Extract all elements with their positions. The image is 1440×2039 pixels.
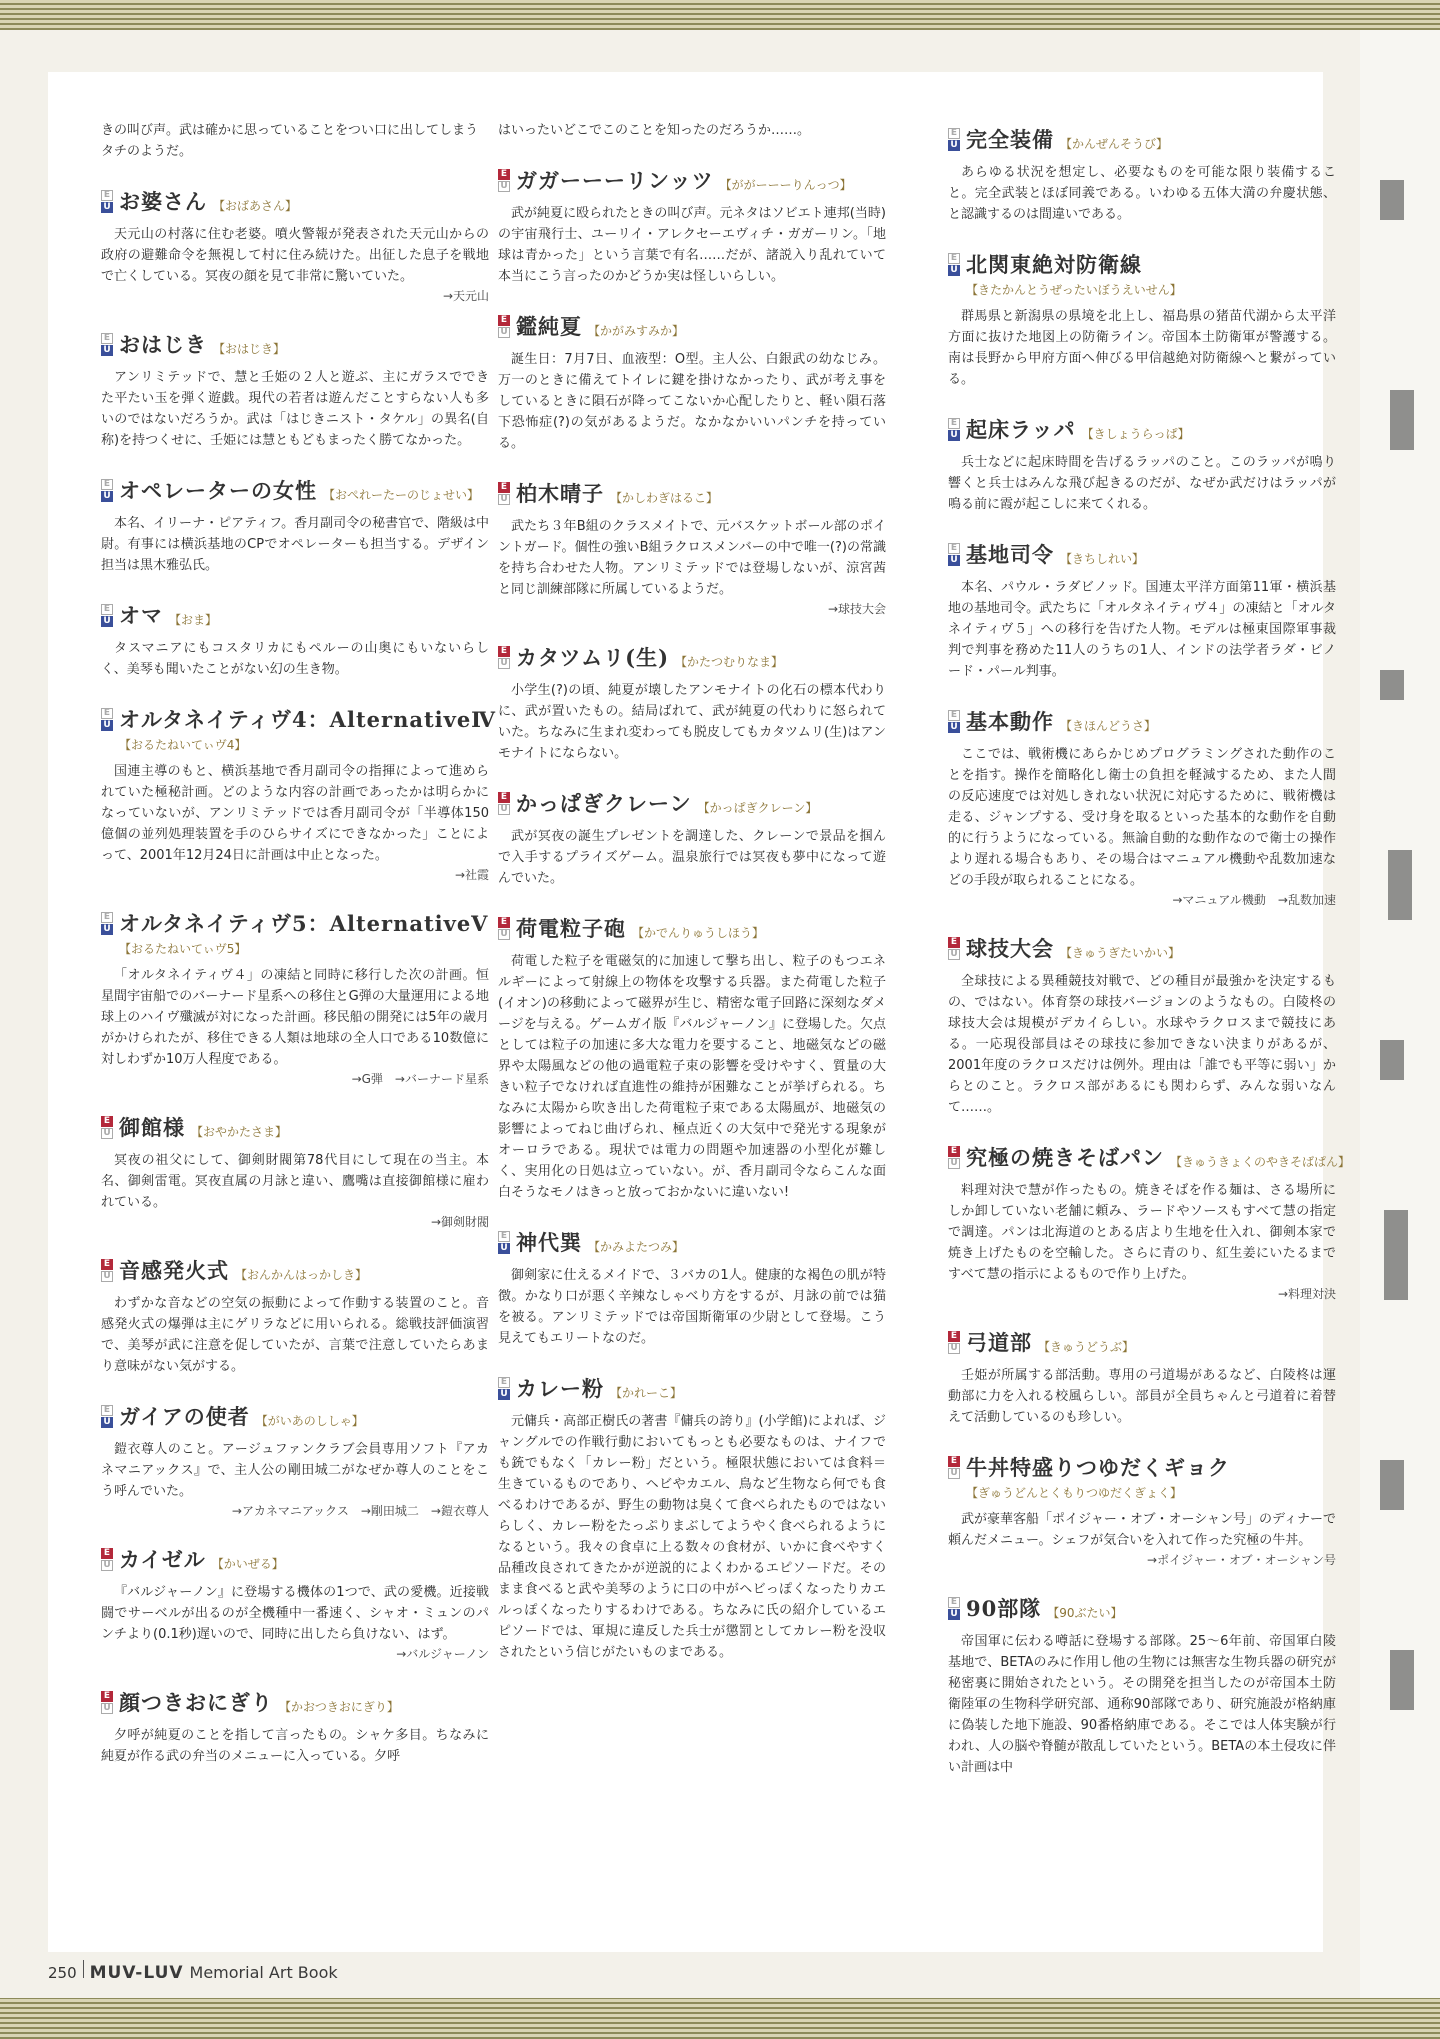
- entry-title: 球技大会: [966, 936, 1054, 961]
- entry-reading: 【おるたねいてぃヴ5】: [119, 942, 247, 956]
- entry-title: オルタネイティヴ4：AlternativeⅣ: [119, 707, 497, 732]
- extra-marker-icon: E: [498, 917, 510, 928]
- entry-body: 武が豪華客船「ポイジャー・オブ・オーシャン号」のディナーで頼んだメニュー。シェフが気合いを入れて作った究極の牛丼。: [948, 1512, 1336, 1548]
- entry-title: 荷電粒子砲: [516, 916, 626, 941]
- entry-title: ガガーーーリンッツ: [516, 168, 714, 193]
- extra-marker-icon: E: [101, 1259, 113, 1270]
- entry-title: 究極の焼きそばパン: [966, 1145, 1164, 1170]
- entry-title: 弓道部: [966, 1330, 1032, 1355]
- entry-title: カイゼル: [119, 1547, 206, 1572]
- glossary-entry: [948, 1327, 1336, 1428]
- entry-heading: [948, 1142, 1351, 1172]
- entry-title: おはじき: [119, 332, 207, 357]
- entry-heading: [498, 478, 886, 508]
- continued-text: はいったいどこでこのことを知ったのだろうか……。: [498, 123, 811, 138]
- glossary-entry: [948, 933, 1336, 1118]
- glossary-entry: [498, 478, 886, 618]
- entry-title: 鑑純夏: [516, 314, 582, 339]
- entry-reading: 【がいあのししゃ】: [255, 1414, 364, 1428]
- entry-body: 壬姫が所属する部活動。専用の弓道場があるなど、白陵柊は運動部に力を入れる校風らしい。部員が全員ちゃんと弓道着に着替えて活動しているのも珍しい。: [948, 1368, 1336, 1425]
- entry-heading: [101, 600, 489, 630]
- entry-cross-reference: →G弾 →バーナード星系: [351, 1072, 489, 1086]
- entry-heading: [101, 1401, 489, 1431]
- entry-body: 誕生日：7月7日、血液型：O型。主人公、白銀武の幼なじみ。万一のときに備えてトイレに鍵を掛けなかったり、武が考え事をしているときに隕石が降ってこないか心配したりと、軽い隕石落下恐怖症(?)の気があるようだ。なかなかいいパンチを持っている。: [498, 352, 886, 451]
- entry-title: 完全装備: [966, 127, 1054, 152]
- edition-marker-icon: [948, 936, 960, 960]
- footer-divider: [83, 1960, 84, 1978]
- unlimited-marker-icon: U: [498, 1389, 510, 1400]
- unlimited-marker-icon: U: [101, 345, 113, 356]
- entry-reading: 【おるたねいてぃヴ4】: [119, 738, 247, 752]
- entry-reading: 【きゅうどうぶ】: [1038, 1340, 1135, 1354]
- footer-book-subtitle: Memorial Art Book: [189, 1963, 338, 1982]
- edition-marker-icon: [101, 1404, 113, 1428]
- edition-marker-icon: [101, 1690, 113, 1714]
- entry-reading: 【かたつむりなま】: [675, 655, 784, 669]
- edition-marker-icon: [498, 1376, 510, 1400]
- entry-reading: 【おんかんはっかしき】: [235, 1268, 368, 1282]
- edition-marker-icon: [948, 1596, 960, 1620]
- unlimited-marker-icon: U: [948, 1343, 960, 1354]
- edition-marker-icon: [101, 478, 113, 502]
- glossary-entry: [498, 913, 886, 1203]
- entry-heading: [101, 908, 489, 938]
- unlimited-marker-icon: U: [948, 265, 960, 276]
- unlimited-marker-icon: U: [948, 1158, 960, 1169]
- glossary-entry: [101, 908, 489, 1088]
- entry-title: お婆さん: [119, 189, 207, 214]
- edition-marker-icon: [498, 314, 510, 338]
- extra-marker-icon: E: [948, 937, 960, 948]
- entry-title: オマ: [119, 603, 163, 628]
- entry-title: ガイアの使者: [119, 1404, 250, 1429]
- unlimited-marker-icon: U: [498, 658, 510, 669]
- edition-marker-icon: [948, 127, 960, 151]
- entry-heading: [101, 704, 497, 734]
- entry-body: 兵士などに起床時間を告げるラッパのこと。このラッパが鳴り響くと兵士はみんな飛び起きるのだが、なぜか武だけはラッパが鳴る前に霞が起こしに来てくれる。: [948, 455, 1336, 512]
- glossary-entry: [948, 124, 1336, 225]
- extra-marker-icon: E: [948, 253, 960, 264]
- entry-body: 武たち３年B組のクラスメイトで、元バスケットボール部のポイントガード。個性の強いB組ラクロスメンバーの中で唯一(?)の常識を持ち合わせた人物。アンリミテッドでは登場しないが、涼宮茜と同じ訓練部隊に所属しているようだ。: [498, 519, 886, 597]
- extra-marker-icon: E: [498, 315, 510, 326]
- entry-body: 国連主導のもと、横浜基地で香月副司令の指揮によって進められていた極秘計画。どのような内容の計画であったかは明らかになっていないが、アンリミテッドでは香月副司令が「半導体150億個の並列処理装置を手のひらサイズにできなかった」ことによって、2001年12月24日に計画は中止となった。: [101, 764, 489, 863]
- entry-title: 御館様: [119, 1115, 185, 1140]
- entry-heading: [498, 642, 886, 672]
- entry-reading: 【かっぱぎクレーン】: [697, 801, 818, 815]
- entry-body: 全球技による異種競技対戦で、どの種目が最強かを決定するもの、ではない。体育祭の球技バージョンのようなもの。白陵柊の球技大会は規模がデカイらしい。水球やラクロスまで競技にある。一応現役部員はその球技に参加できない決まりがあるが、2001年度のラクロスだけは例外。理由は「誰でも平等に弱い」からとのこと。ラクロス部があるにも関わらず、みんな弱いなんて……。: [948, 974, 1336, 1115]
- entry-reading: 【かしわぎはるこ】: [610, 491, 719, 505]
- edition-marker-icon: [948, 1455, 960, 1479]
- entry-heading: [948, 706, 1336, 736]
- unlimited-marker-icon: U: [101, 720, 113, 731]
- entry-reading: 【きほんどうさ】: [1060, 719, 1157, 733]
- entry-body: 荷電した粒子を電磁気的に加速して撃ち出し、粒子のもつエネルギーによって射線上の物体を攻撃する兵器。また荷電した粒子(イオン)の移動によって磁界が生じ、精密な電子回路に深刻なダメージを与える。ゲームガイ版『バルジャーノン』に登場した。欠点としては粒子の加速に多大な電力を要すること、地磁気などの磁界や太陽風などの他の過電粒子束の影響を受けやすく、質量の大きい粒子でなければ直進性の維持が困難なことが挙げられる。ちなみに太陽から吹き出した荷電粒子束である太陽風が、地磁気の影響によってねじ曲げられ、極点近くの大気中で発光する現象がオーロラである。現状では電力の問題や加速器の小型化が難しく、実用化の日処は立っていない。が、香月副司令ならこんな面白そうなモノはきっと放っておかないに違いない!: [498, 954, 886, 1200]
- footer-book-title: MUV-LUV: [89, 1963, 184, 1983]
- page-sheet: [48, 72, 1351, 1952]
- entry-heading: [948, 1327, 1336, 1357]
- glossary-entry: [948, 1593, 1336, 1778]
- entry-heading: [101, 1255, 489, 1285]
- glossary-entry: [101, 329, 489, 451]
- entry-heading: [948, 933, 1336, 963]
- entry-reading: 【おはじき】: [213, 342, 286, 356]
- entry-title: 神代巽: [516, 1230, 582, 1255]
- unlimited-marker-icon: U: [498, 804, 510, 815]
- entry-cross-reference: →社霞: [454, 868, 489, 882]
- unlimited-marker-icon: U: [101, 1128, 113, 1139]
- entry-heading: [101, 1112, 489, 1142]
- entry-heading: [101, 186, 489, 216]
- entry-cross-reference: →御剣財閥: [430, 1215, 489, 1229]
- extra-marker-icon: E: [101, 1116, 113, 1127]
- edition-marker-icon: [948, 709, 960, 733]
- edition-marker-icon: [498, 168, 510, 192]
- entry-cross-reference: →料理対決: [1277, 1287, 1336, 1301]
- extra-marker-icon: E: [948, 418, 960, 429]
- entry-heading: [101, 475, 489, 505]
- extra-marker-icon: E: [101, 1691, 113, 1702]
- entry-body: 冥夜の祖父にして、御剣財閥第78代目にして現在の当主。本名、御剣雷電。冥夜直属の月詠と違い、鷹嘴は直接御館様に雇われている。: [101, 1153, 489, 1210]
- entry-heading: [101, 1544, 489, 1574]
- entry-body: わずかな音などの空気の振動によって作動する装置のこと。音感発火式の爆弾は主にゲリラなどに用いられる。総戦技評価演習で、美琴が武に注意を促していたが、言葉で注意していたらあまり意味がない気がする。: [101, 1296, 489, 1374]
- glossary-entry: [101, 1687, 489, 1767]
- column-2: [498, 72, 886, 1663]
- entry-reading: 【おま】: [169, 613, 218, 627]
- extra-marker-icon: E: [498, 169, 510, 180]
- unlimited-marker-icon: U: [948, 555, 960, 566]
- top-border: [0, 0, 1440, 30]
- entry-reading: 【かおつきおにぎり】: [279, 1700, 399, 1714]
- entry-reading: 【かいぜる】: [211, 1557, 284, 1571]
- extra-marker-icon: E: [948, 1597, 960, 1608]
- entry-heading: [948, 1593, 1336, 1623]
- entry-heading: [948, 249, 1336, 279]
- entry-heading: [101, 329, 489, 359]
- entry-heading: [948, 539, 1336, 569]
- unlimited-marker-icon: U: [101, 1417, 113, 1428]
- edition-marker-icon: [948, 1330, 960, 1354]
- glossary-entry: [498, 165, 886, 287]
- entry-heading: [948, 1452, 1336, 1482]
- unlimited-marker-icon: U: [948, 1468, 960, 1479]
- entry-body: 夕呼が純夏のことを指して言ったもの。シャケ多目。ちなみに純夏が作る武の弁当のメニューに入っている。夕呼: [101, 1728, 489, 1764]
- entry-body: 「オルタネイティヴ４」の凍結と同時に移行した次の計画。恒星間宇宙船でのバーナード星系への移住とG弾の大量運用による地球上のハイヴ殲滅が対になった計画。移民船の開発には5年の歳月がかけられたが、移住できる人類は地球の全人口である10数億に対しわずか10万人程度である。: [101, 968, 489, 1067]
- entry-reading: 【きちしれい】: [1060, 552, 1145, 566]
- entry-heading: [498, 788, 886, 818]
- extra-marker-icon: E: [101, 479, 113, 490]
- edition-marker-icon: [498, 481, 510, 505]
- edition-marker-icon: [948, 252, 960, 276]
- entry-body: 帝国軍に伝わる噂話に登場する部隊。25〜6年前、帝国軍白陵基地で、BETAのみに作用し他の生物には無害な生物兵器の研究が秘密裏に開始されたという。その開発を担当したのが帝国本土防衛陸軍の生物科学研究部、通称90部隊であり、研究施設が格納庫に偽装した地下施設、90番格納庫である。そこでは人体実験が行われ、人の脳や脊髄が散乱していたという。BETAの本土侵攻に伴い計画は中: [948, 1634, 1336, 1775]
- glossary-entry: [101, 1112, 489, 1231]
- entry-reading: 【きたかんとうぜったいぼうえいせん】: [966, 283, 1182, 297]
- next-page-edge: [1360, 30, 1440, 1998]
- glossary-entry: [101, 704, 497, 884]
- glossary-entry: [498, 1227, 886, 1349]
- edition-marker-icon: [101, 1547, 113, 1571]
- entry-body: アンリミテッドで、慧と壬姫の２人と遊ぶ、主にガラスでできた平たい玉を弾く遊戯。現代の若者は遊んだことすらない人も多いのではないだろうか。武は「はじきニスト・タケル」の異名(自称)を持つくせに、壬姫には慧ともどもまったく勝てなかった。: [101, 370, 489, 448]
- continued-text: きの叫び声。武は確かに思っていることをつい口に出してしまうタチのようだ。: [101, 123, 479, 159]
- glossary-entry: [101, 1401, 489, 1520]
- extra-marker-icon: E: [948, 710, 960, 721]
- bottom-border: [0, 1998, 1440, 2039]
- entry-body: 群馬県と新潟県の県境を北上し、福島県の猪苗代湖から太平洋方面に抜けた地図上の防衛ライン。帝国本土防衛軍が警護する。南は長野から甲府方面へ伸びる甲信越絶対防衛線へと繋がっている。: [948, 309, 1336, 387]
- glossary-entry: [101, 475, 489, 576]
- glossary-entry: [948, 706, 1336, 909]
- edition-marker-icon: [101, 1258, 113, 1282]
- unlimited-marker-icon: U: [101, 1560, 113, 1571]
- edition-marker-icon: [948, 542, 960, 566]
- entry-heading: [498, 311, 886, 341]
- extra-marker-icon: E: [948, 1331, 960, 1342]
- entry-cross-reference: →バルジャーノン: [396, 1647, 489, 1661]
- edition-marker-icon: [498, 916, 510, 940]
- column-3: [948, 72, 1351, 1778]
- entry-body: 天元山の村落に住む老婆。噴火警報が発表された天元山からの政府の避難命令を無視して村に住み続けた。出征した息子を戦地で亡くしている。冥夜の顔を見て非常に驚いていた。: [101, 227, 489, 284]
- unlimited-marker-icon: U: [948, 949, 960, 960]
- extra-marker-icon: E: [101, 912, 113, 923]
- entry-body: 料理対決で慧が作ったもの。焼きそばを作る麺は、さる場所にしか卸していない老舗に頼み、ラードやソースもすべて慧の指定で調達。パンは北海道のとある店より生地を仕入れ、御剣本家で焼き上げたものを空輸した。さらに青のり、紅生姜にいたるまですべて慧の指示によるもので作り上げた。: [948, 1183, 1336, 1282]
- edition-marker-icon: [498, 791, 510, 815]
- glossary-entry: [101, 186, 489, 305]
- extra-marker-icon: E: [498, 646, 510, 657]
- entry-body: ここでは、戦術機にあらかじめプログラミングされた動作のことを指す。操作を簡略化し衛士の負担を軽減するため、また人間の反応速度では対処しきれない状況に対応するために、戦術機は走る、ジャンプする、受け身を取るといった基本的な動作を自動的に行うようになっている。無論自動的な動作なので衛士の操作より遅れる場合もあり、その場合はマニュアル機動や乱数加速などの手段が取られることになる。: [948, 747, 1336, 888]
- extra-marker-icon: E: [498, 482, 510, 493]
- entry-reading: 【おばあさん】: [213, 199, 298, 213]
- entry-cross-reference: →ポイジャー・オブ・オーシャン号: [1147, 1553, 1336, 1567]
- entry-cross-reference: →アカネマニアックス →剛田城二 →鎧衣尊人: [231, 1504, 489, 1518]
- column-1: [101, 72, 497, 1767]
- glossary-entry: [498, 788, 886, 889]
- glossary-entry: [948, 1142, 1351, 1303]
- extra-marker-icon: E: [101, 190, 113, 201]
- edition-marker-icon: [498, 1230, 510, 1254]
- glossary-entry: [948, 249, 1336, 390]
- entry-title: 牛丼特盛りつゆだくギョク: [966, 1455, 1230, 1480]
- page-footer: [48, 1960, 338, 1983]
- unlimited-marker-icon: U: [101, 616, 113, 627]
- entry-reading: 【かみよたつみ】: [588, 1240, 685, 1254]
- extra-marker-icon: E: [101, 333, 113, 344]
- entry-reading: 【かでんりゅうしほう】: [632, 926, 765, 940]
- extra-marker-icon: E: [498, 792, 510, 803]
- entry-heading: [498, 913, 886, 943]
- entry-title: 90部隊: [966, 1596, 1042, 1621]
- entry-reading: 【ががーーーりんっつ】: [719, 178, 852, 192]
- unlimited-marker-icon: U: [498, 494, 510, 505]
- unlimited-marker-icon: U: [948, 140, 960, 151]
- entry-title: オルタネイティヴ5：AlternativeⅤ: [119, 911, 489, 936]
- entry-body: あらゆる状況を想定し、必要なものを可能な限り装備すること。完全武装とほぼ同義である。いわゆる五体大満の弁慶状態、と認識するのは間違いである。: [948, 165, 1336, 222]
- edition-marker-icon: [498, 645, 510, 669]
- unlimited-marker-icon: U: [101, 924, 113, 935]
- glossary-entry: [498, 311, 886, 454]
- entry-reading: 【おぺれーたーのじょせい】: [323, 488, 480, 502]
- entry-reading: 【かがみすみか】: [588, 324, 685, 338]
- extra-marker-icon: E: [498, 1377, 510, 1388]
- glossary-entry: [948, 414, 1336, 515]
- glossary-entry: [101, 1544, 489, 1663]
- edition-marker-icon: [101, 1115, 113, 1139]
- edition-marker-icon: [948, 417, 960, 441]
- unlimited-marker-icon: U: [948, 1609, 960, 1620]
- entry-title: かっぱぎクレーン: [516, 791, 692, 816]
- edition-marker-icon: [101, 707, 113, 731]
- entry-body: 本名、パウル・ラダビノッド。国連太平洋方面第11軍・横浜基地の基地司令。武たちに「オルタネイティヴ４」の凍結と「オルタネイティヴ５」への移行を告げた人物。モデルは極東国際軍事裁判で判事を務めた11人のうちの1人、インドの法学者ラダ・ビノード・パール判事。: [948, 580, 1336, 679]
- entry-reading: 【きしょうらっぱ】: [1081, 427, 1190, 441]
- glossary-entry: [948, 539, 1336, 682]
- glossary-entry: [498, 642, 886, 764]
- entry-cross-reference: →天元山: [442, 289, 489, 303]
- entry-title: オペレーターの女性: [119, 478, 317, 503]
- unlimited-marker-icon: U: [498, 929, 510, 940]
- entry-reading: 【ぎゅうどんとくもりつゆだくぎょく】: [966, 1486, 1183, 1500]
- unlimited-marker-icon: U: [498, 1243, 510, 1254]
- glossary-entry: [498, 1373, 886, 1663]
- entry-body: 『バルジャーノン』に登場する機体の1つで、武の愛機。近接戦闘でサーベルが出るのが全機種中一番速く、シャオ・ミュンのパンチより(0.1秒)遅いので、同時に出したら負けない、はず。: [101, 1585, 489, 1642]
- edition-marker-icon: [101, 332, 113, 356]
- edition-marker-icon: [101, 911, 113, 935]
- entry-reading: 【かれーこ】: [610, 1386, 683, 1400]
- unlimited-marker-icon: U: [101, 1271, 113, 1282]
- entry-cross-reference: →マニュアル機動 →乱数加速: [1172, 893, 1336, 907]
- entry-title: カレー粉: [516, 1376, 604, 1401]
- entry-heading: [948, 414, 1336, 444]
- entry-title: 北関東絶対防衛線: [966, 252, 1142, 277]
- entry-heading: [498, 1373, 886, 1403]
- entry-body: 武が冥夜の誕生プレゼントを調達した、クレーンで景品を掴んで入手するプライズゲーム。温泉旅行では冥夜も夢中になって遊んでいた。: [498, 829, 886, 886]
- entry-body: 武が純夏に殴られたときの叫び声。元ネタはソビエト連邦(当時)の宇宙飛行士、ユーリイ・アレクセーエヴィチ・ガガーリン。「地球は青かった」という言葉で有名……だが、諸説入り乱れていて本当にこう言ったのかどうか実は怪しいらしい。: [498, 206, 886, 284]
- entry-reading: 【きゅうきょくのやきそばぱん】: [1170, 1155, 1351, 1169]
- entry-reading: 【おやかたさま】: [191, 1125, 288, 1139]
- entry-title: 柏木晴子: [516, 481, 604, 506]
- unlimited-marker-icon: U: [101, 202, 113, 213]
- entry-title: 基地司令: [966, 542, 1054, 567]
- extra-marker-icon: E: [948, 1146, 960, 1157]
- extra-marker-icon: E: [101, 604, 113, 615]
- extra-marker-icon: E: [101, 708, 113, 719]
- extra-marker-icon: E: [498, 1231, 510, 1242]
- entry-title: 基本動作: [966, 709, 1054, 734]
- entry-heading: [498, 165, 886, 195]
- entry-cross-reference: →球技大会: [827, 602, 886, 616]
- entry-heading: [498, 1227, 886, 1257]
- glossary-entry: [101, 600, 489, 680]
- entry-title: カタツムリ(生): [516, 645, 670, 670]
- unlimited-marker-icon: U: [101, 491, 113, 502]
- edition-marker-icon: [948, 1145, 960, 1169]
- unlimited-marker-icon: U: [948, 430, 960, 441]
- entry-body: タスマニアにもコスタリカにもペルーの山奥にもいないらしく、美琴も聞いたことがない幻の生き物。: [101, 641, 489, 677]
- edition-marker-icon: [101, 603, 113, 627]
- extra-marker-icon: E: [948, 1456, 960, 1467]
- entry-body: 元傭兵・高部正樹氏の著書『傭兵の誇り』(小学館)によれば、ジャングルでの作戦行動においてもっとも必要なものは、ナイフでも銃でもなく「カレー粉」だという。極限状態においては食料＝生きているものであり、ヘビやカエル、鳥など生物なら何でも食べるわけであるが、野生の動物は臭くて食べられたものではないらしく、カレー粉をたっぷりまぶしてようやく食べられるようになるという。我々の食卓に上る数々の食材が、いかに食べやすく品種改良されてきたかが逆説的によくわかるエピソードだ。そのまま食べると武や美琴のように口の中がヘビっぽくなったりカエルっぽくなったりするわけである。ちなみに氏の紹介しているエピソードでは、軍規に違反した兵士が懲罰としてカレー粉を没収されたという信じがたいものまである。: [498, 1414, 886, 1660]
- entry-body: 御剣家に仕えるメイドで、３バカの1人。健康的な褐色の肌が特徴。かなり口が悪く辛辣なしゃべり方をするが、月詠の前では猫を被る。アンリミテッドでは帝国斯衛軍の少尉として登場。こう見えてもエリートなのだ。: [498, 1268, 886, 1346]
- extra-marker-icon: E: [948, 128, 960, 139]
- extra-marker-icon: E: [101, 1405, 113, 1416]
- glossary-entry: [948, 1452, 1336, 1569]
- entry-title: 顔つきおにぎり: [119, 1690, 273, 1715]
- entry-title: 音感発火式: [119, 1258, 229, 1283]
- extra-marker-icon: E: [101, 1548, 113, 1559]
- extra-marker-icon: E: [948, 543, 960, 554]
- entry-body: 小学生(?)の頃、純夏が壊したアンモナイトの化石の標本代わりに、武が置いたもの。結局ばれて、武が純夏の代わりに怒られていた。ちなみに生まれ変わっても脱皮してもカタツムリ(生)はアンモナイトにならない。: [498, 683, 886, 761]
- entry-title: 起床ラッパ: [966, 417, 1076, 442]
- entry-reading: 【きゅうぎたいかい】: [1060, 946, 1181, 960]
- entry-heading: [948, 124, 1336, 154]
- glossary-entry: [101, 1255, 489, 1377]
- entry-reading: 【かんぜんそうび】: [1060, 137, 1169, 151]
- entry-body: 鎧衣尊人のこと。アージュファンクラブ会員専用ソフト『アカネマニアックス』で、主人公の剛田城二がなぜか尊人のことをこう呼んでいた。: [101, 1442, 489, 1499]
- entry-heading: [101, 1687, 489, 1717]
- unlimited-marker-icon: U: [101, 1703, 113, 1714]
- entry-reading: 【90ぶたい】: [1047, 1606, 1123, 1620]
- unlimited-marker-icon: U: [498, 181, 510, 192]
- unlimited-marker-icon: U: [498, 327, 510, 338]
- entry-body: 本名、イリーナ・ピアティフ。香月副司令の秘書官で、階級は中尉。有事には横浜基地のCPでオペレーターも担当する。デザイン担当は黒木雅弘氏。: [101, 516, 489, 573]
- edition-marker-icon: [101, 189, 113, 213]
- page-number: 250: [48, 1964, 77, 1982]
- unlimited-marker-icon: U: [948, 722, 960, 733]
